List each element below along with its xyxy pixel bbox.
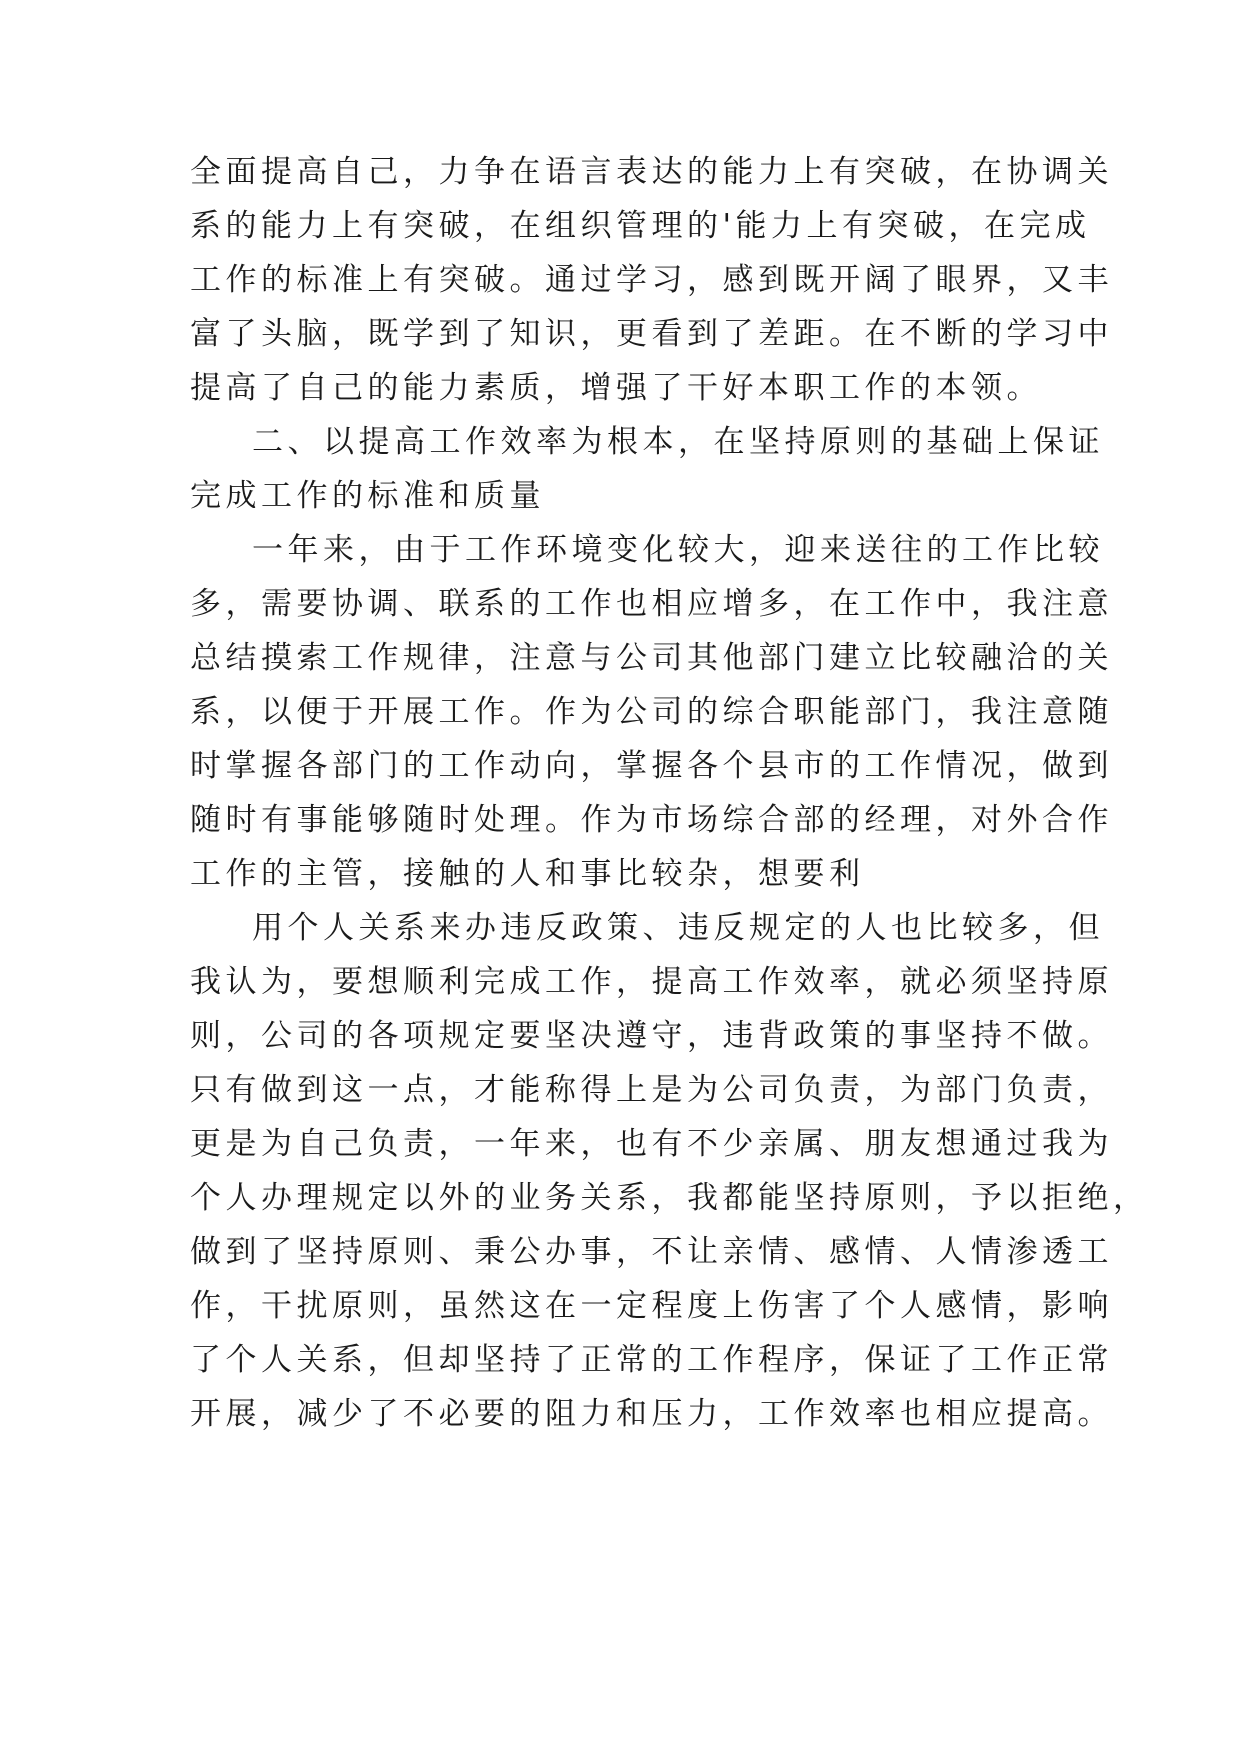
- text-line: 全面提高自己，力争在语言表达的能力上有突破，在协调关: [190, 154, 1113, 190]
- text-line: 做到了坚持原则、秉公办事，不让亲情、感情、人情渗透工: [190, 1234, 1113, 1270]
- text-line: 开展，减少了不必要的阻力和压力，工作效率也相应提高。: [190, 1396, 1113, 1432]
- text-line: 一年来，由于工作环境变化较大，迎来送往的工作比较: [252, 532, 1104, 568]
- text-line: 只有做到这一点，才能称得上是为公司负责，为部门负责，: [190, 1072, 1113, 1108]
- text-line: 工作的标准上有突破。通过学习，感到既开阔了眼界，又丰: [190, 262, 1113, 298]
- text-line: 系，以便于开展工作。作为公司的综合职能部门，我注意随: [190, 694, 1113, 730]
- text-line: 系的能力上有突破，在组织管理的'能力上有突破，在完成: [190, 208, 1091, 244]
- text-line: 提高了自己的能力素质，增强了干好本职工作的本领。: [190, 370, 1042, 406]
- section-heading-line: 完成工作的标准和质量: [190, 478, 545, 514]
- text-line: 则，公司的各项规定要坚决遵守，违背政策的事坚持不做。: [190, 1018, 1113, 1054]
- text-line: 富了头脑，既学到了知识，更看到了差距。在不断的学习中: [190, 316, 1113, 352]
- text-line: 工作的主管，接触的人和事比较杂，想要利: [190, 856, 865, 892]
- text-line: 更是为自己负责，一年来，也有不少亲属、朋友想通过我为: [190, 1126, 1113, 1162]
- text-line: 了个人关系，但却坚持了正常的工作程序，保证了工作正常: [190, 1342, 1113, 1378]
- text-line: 随时有事能够随时处理。作为市场综合部的经理，对外合作: [190, 802, 1113, 838]
- text-line: 我认为，要想顺利完成工作，提高工作效率，就必须坚持原: [190, 964, 1113, 1000]
- text-line: 作，干扰原则，虽然这在一定程度上伤害了个人感情，影响: [190, 1288, 1113, 1324]
- text-line: 个人办理规定以外的业务关系，我都能坚持原则，予以拒绝，: [190, 1180, 1149, 1216]
- text-line: 用个人关系来办违反政策、违反规定的人也比较多，但: [252, 910, 1104, 946]
- text-line: 总结摸索工作规律，注意与公司其他部门建立比较融洽的关: [190, 640, 1113, 676]
- section-heading-line: 二、以提高工作效率为根本，在坚持原则的基础上保证: [252, 424, 1104, 460]
- text-line: 时掌握各部门的工作动向，掌握各个县市的工作情况，做到: [190, 748, 1113, 784]
- text-line: 多，需要协调、联系的工作也相应增多，在工作中，我注意: [190, 586, 1113, 622]
